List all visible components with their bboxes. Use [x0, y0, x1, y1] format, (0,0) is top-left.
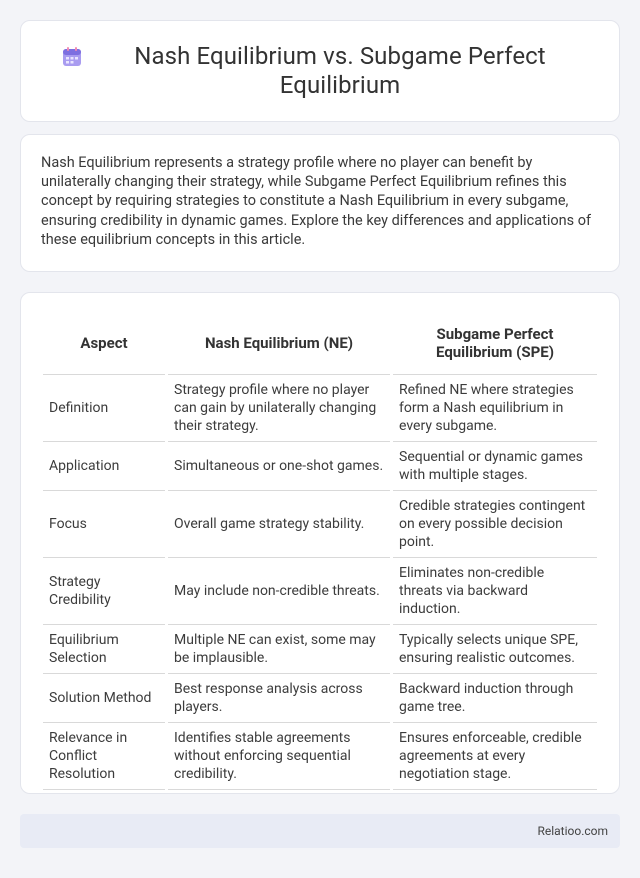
table-row: [43, 723, 597, 790]
table-row: [43, 625, 597, 674]
calendar-icon: [61, 46, 83, 68]
header-aspect: Aspect: [43, 311, 165, 375]
intro-card: [20, 134, 620, 272]
row-nash: Simultaneous or one-shot games.: [168, 442, 390, 491]
table-row: [43, 442, 597, 491]
row-aspect: Solution Method: [43, 674, 165, 723]
row-aspect: Strategy Credibility: [43, 558, 165, 625]
page-title: Nash Equilibrium vs. Subgame Perfect Equilibrium: [134, 42, 546, 99]
row-aspect: Equilibrium Selection: [43, 625, 165, 674]
table-header-row: [43, 311, 597, 375]
row-spe: Ensures enforceable, credible agreements at every negotiation stage.: [393, 723, 597, 790]
row-spe: Backward induction through game tree.: [393, 674, 597, 723]
row-spe: Eliminates non-credible threats via backward induction.: [393, 558, 597, 625]
header-nash: Nash Equilibrium (NE): [168, 311, 390, 375]
row-aspect: Definition: [43, 375, 165, 442]
row-spe: Typically selects unique SPE, ensuring realistic outcomes.: [393, 625, 597, 674]
row-spe: Credible strategies contingent on every possible decision point.: [393, 491, 597, 558]
title-card: [20, 20, 620, 122]
table-row: [43, 558, 597, 625]
row-nash: Multiple NE can exist, some may be implausible.: [168, 625, 390, 674]
row-nash: May include non-credible threats.: [168, 558, 390, 625]
intro-text: Nash Equilibrium represents a strategy profile where no player can benefit by unilaterally changing their strategy, while Subgame Perfect Equilibrium refines this concept by requiring strategies to constitute a Nash Equilibrium in every subgame, ensuring credibility in dynamic games. Explore the key differences and applications of these equilibrium concepts in this article.: [41, 154, 592, 248]
comparison-table: [40, 311, 600, 790]
row-spe: Sequential or dynamic games with multiple stages.: [393, 442, 597, 491]
comparison-card: [20, 292, 620, 794]
row-nash: Best response analysis across players.: [168, 674, 390, 723]
row-spe: Refined NE where strategies form a Nash equilibrium in every subgame.: [393, 375, 597, 442]
row-aspect: Relevance in Conflict Resolution: [43, 723, 165, 790]
row-aspect: Application: [43, 442, 165, 491]
footer-brand[interactable]: Relatioo.com: [537, 824, 608, 838]
table-row: [43, 674, 597, 723]
row-nash: Identifies stable agreements without enforcing sequential credibility.: [168, 723, 390, 790]
table-row: [43, 375, 597, 442]
header-spe: Subgame Perfect Equilibrium (SPE): [393, 311, 597, 375]
row-nash: Overall game strategy stability.: [168, 491, 390, 558]
table-row: [43, 491, 597, 558]
footer: [20, 814, 620, 848]
row-aspect: Focus: [43, 491, 165, 558]
row-nash: Strategy profile where no player can gain by unilaterally changing their strategy.: [168, 375, 390, 442]
